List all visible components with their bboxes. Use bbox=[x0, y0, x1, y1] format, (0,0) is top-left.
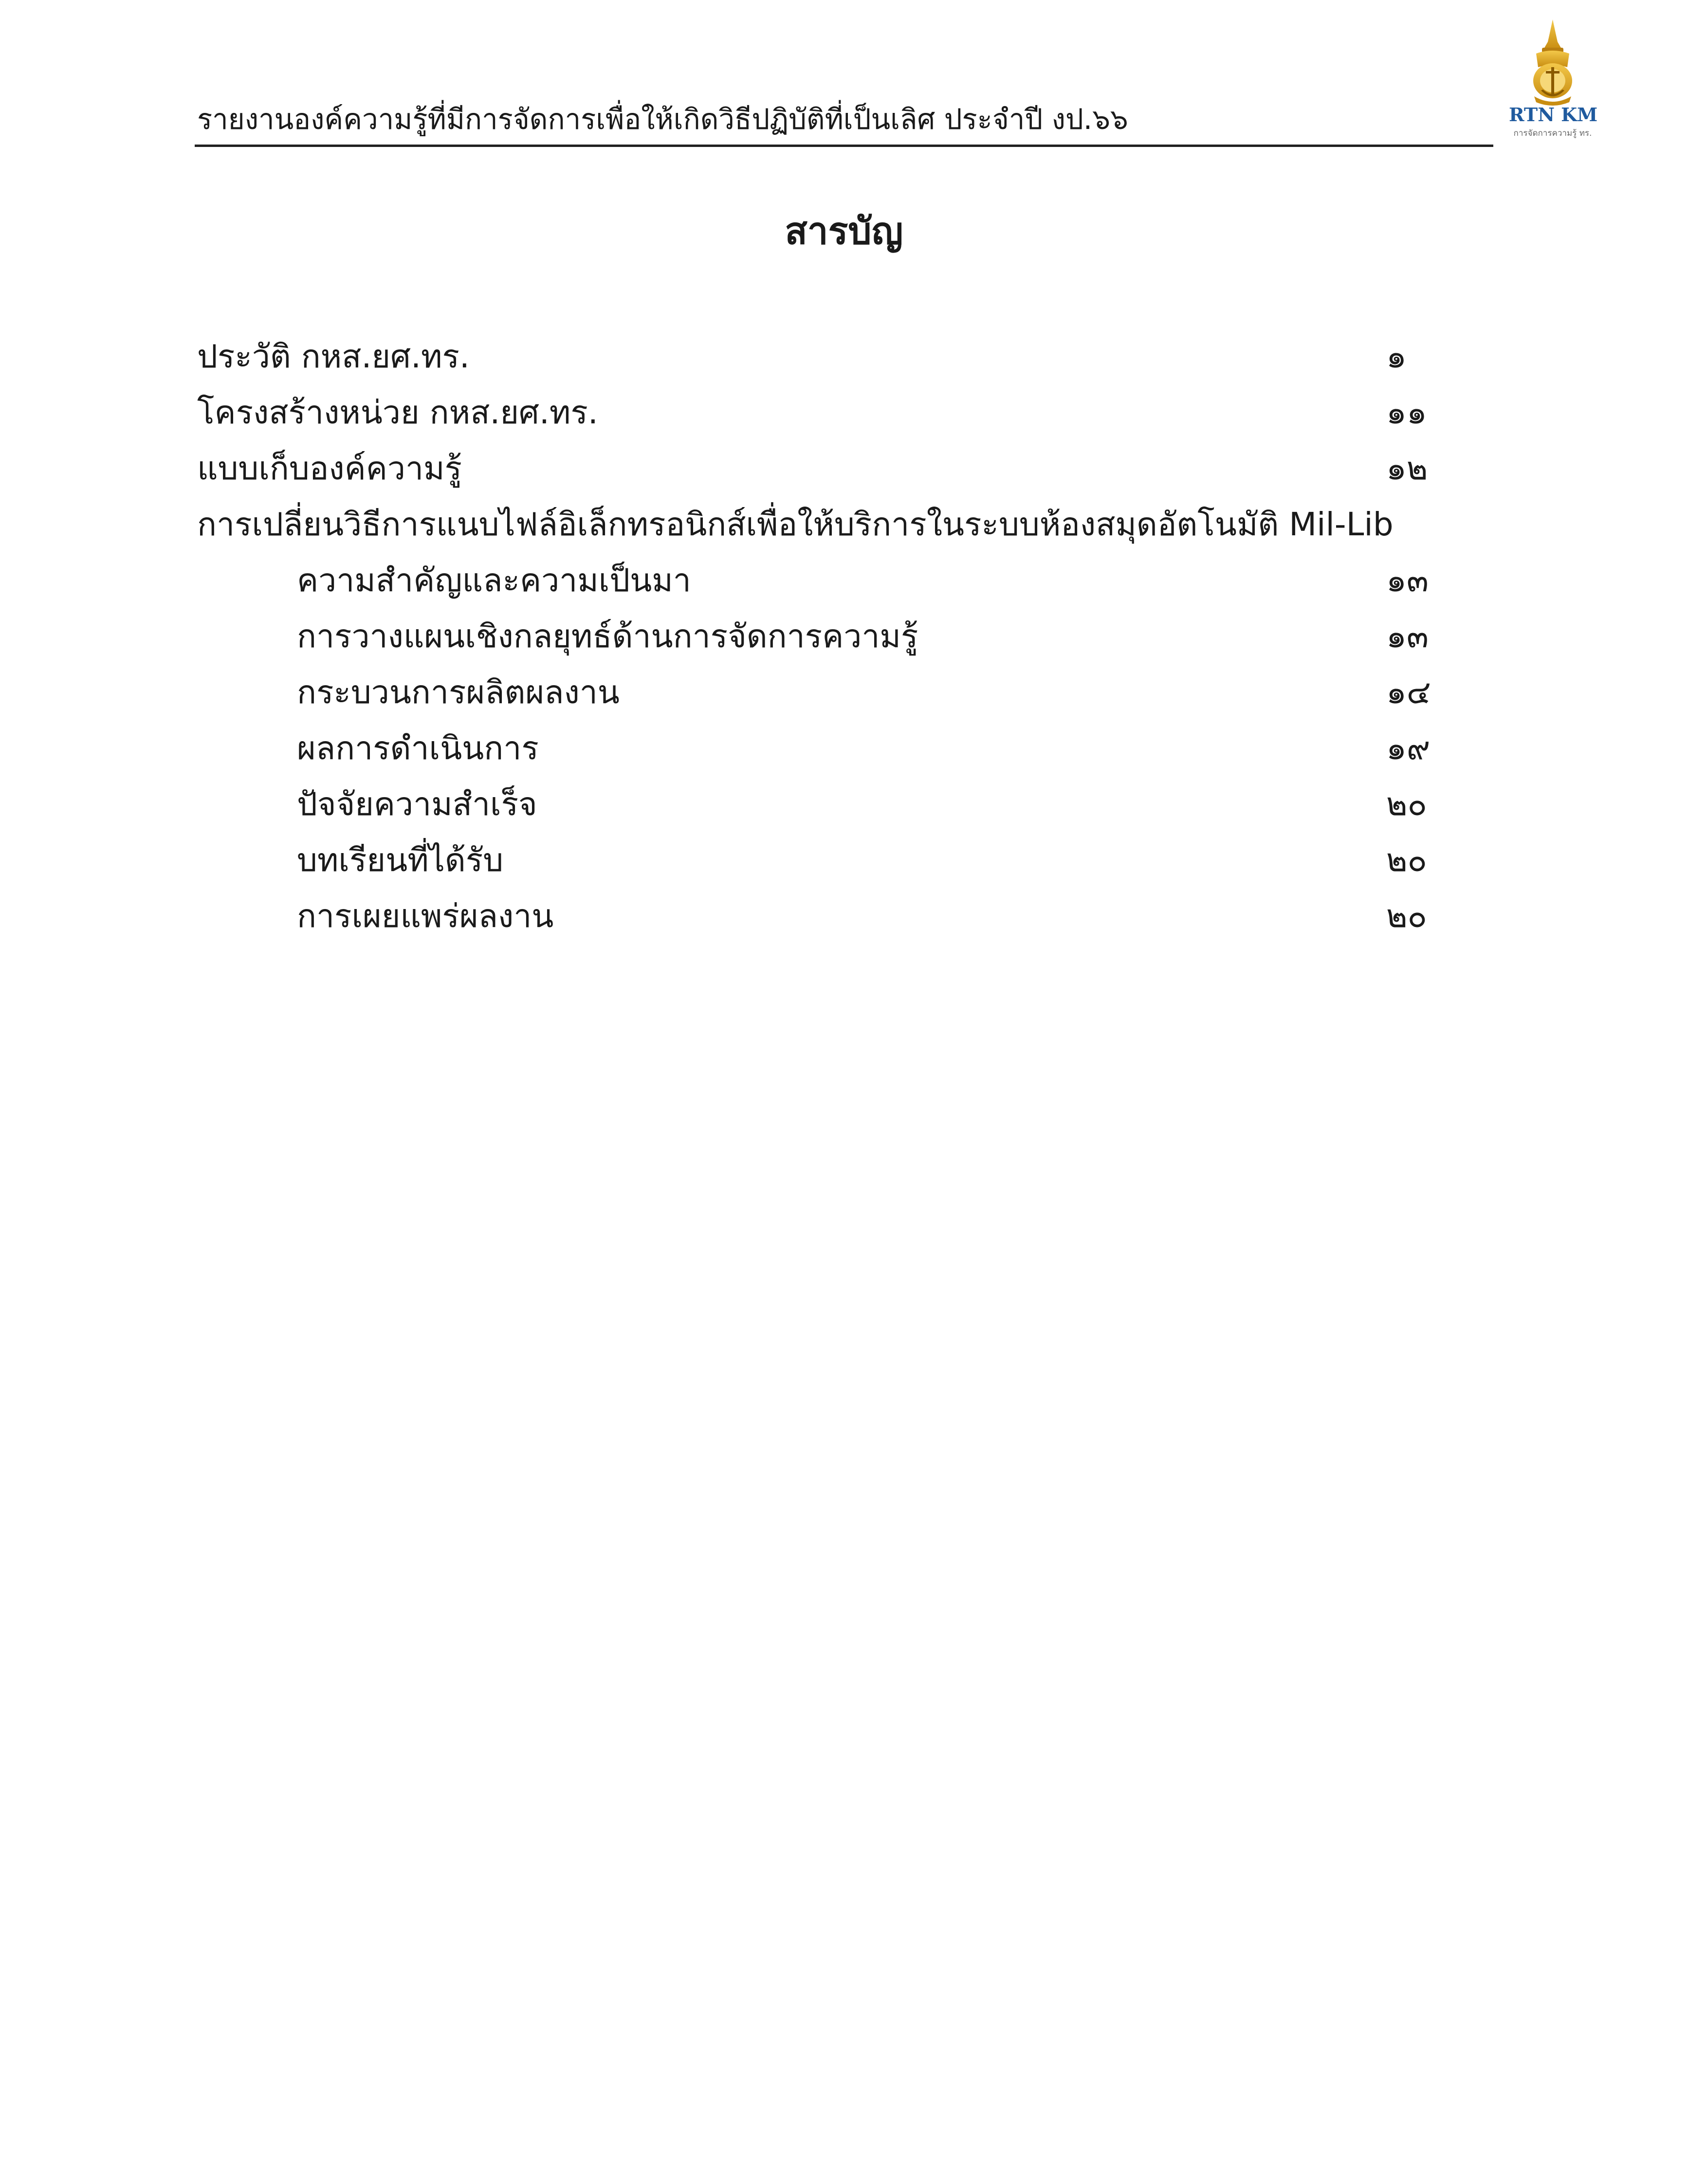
toc-entry-knowledge-form bbox=[0, 440, 1688, 496]
logo-subtitle: การจัดการความรู้ ทร. bbox=[1513, 128, 1592, 138]
logo-title: RTN KM bbox=[1509, 104, 1598, 126]
toc-entry-page: ๒๐ bbox=[1386, 841, 1427, 879]
toc-entry-history bbox=[0, 328, 1688, 384]
toc-subentry-dissemination bbox=[0, 888, 1688, 944]
toc-entry-label: ความสำคัญและความเป็นมา bbox=[297, 562, 691, 599]
toc-subentry-importance bbox=[0, 552, 1688, 608]
toc-entry-label: บทเรียนที่ได้รับ bbox=[297, 841, 504, 879]
toc-entry-page: ๑๑ bbox=[1386, 394, 1427, 431]
toc-entry-page: ๑ bbox=[1386, 338, 1407, 375]
rtn-km-logo bbox=[1509, 18, 1596, 140]
table-of-contents bbox=[0, 328, 1688, 944]
toc-entry-page: ๑๙ bbox=[1386, 729, 1431, 767]
toc-entry-label: แบบเก็บองค์ความรู้ bbox=[197, 450, 462, 487]
toc-entry-label: ประวัติ กหส.ยศ.ทร. bbox=[197, 338, 470, 375]
toc-entry-page: ๑๓ bbox=[1386, 618, 1429, 655]
toc-entry-label: ผลการดำเนินการ bbox=[297, 729, 539, 767]
toc-entry-page: ๑๒ bbox=[1386, 450, 1428, 487]
toc-subentry-success-factors bbox=[0, 776, 1688, 832]
toc-entry-label: โครงสร้างหน่วย กหส.ยศ.ทร. bbox=[197, 394, 598, 431]
toc-title: สารบัญ bbox=[785, 209, 903, 253]
toc-entry-page: ๑๔ bbox=[1386, 673, 1431, 711]
toc-entry-page: ๒๐ bbox=[1386, 785, 1427, 823]
naval-emblem-icon bbox=[1527, 18, 1578, 106]
header-divider bbox=[195, 145, 1493, 147]
header-title: รายงานองค์ความรู้ที่มีการจัดการเพื่อให้เกิดวิธีปฏิบัติที่เป็นเลิศ ประจำปี งป.๖๖ bbox=[197, 103, 1128, 136]
toc-entry-page: ๒๐ bbox=[1386, 897, 1427, 935]
toc-subentry-results bbox=[0, 720, 1688, 776]
toc-entry-label: การเปลี่ยนวิธีการแนบไฟล์อิเล็กทรอนิกส์เพื่อให้บริการในระบบห้องสมุดอัตโนมัติ Mil-Lib bbox=[197, 506, 1394, 543]
toc-subentry-lessons bbox=[0, 832, 1688, 888]
toc-entry-label: ปัจจัยความสำเร็จ bbox=[297, 785, 537, 823]
toc-entry-label: การเผยแพร่ผลงาน bbox=[297, 897, 554, 935]
toc-entry-label: กระบวนการผลิตผลงาน bbox=[297, 673, 620, 711]
toc-subentry-process bbox=[0, 664, 1688, 720]
toc-subentry-strategy bbox=[0, 608, 1688, 664]
toc-entry-page: ๑๓ bbox=[1386, 562, 1429, 599]
toc-entry-structure bbox=[0, 384, 1688, 440]
toc-entry-section-heading bbox=[0, 496, 1688, 552]
toc-entry-label: การวางแผนเชิงกลยุทธ์ด้านการจัดการความรู้ bbox=[297, 618, 918, 655]
